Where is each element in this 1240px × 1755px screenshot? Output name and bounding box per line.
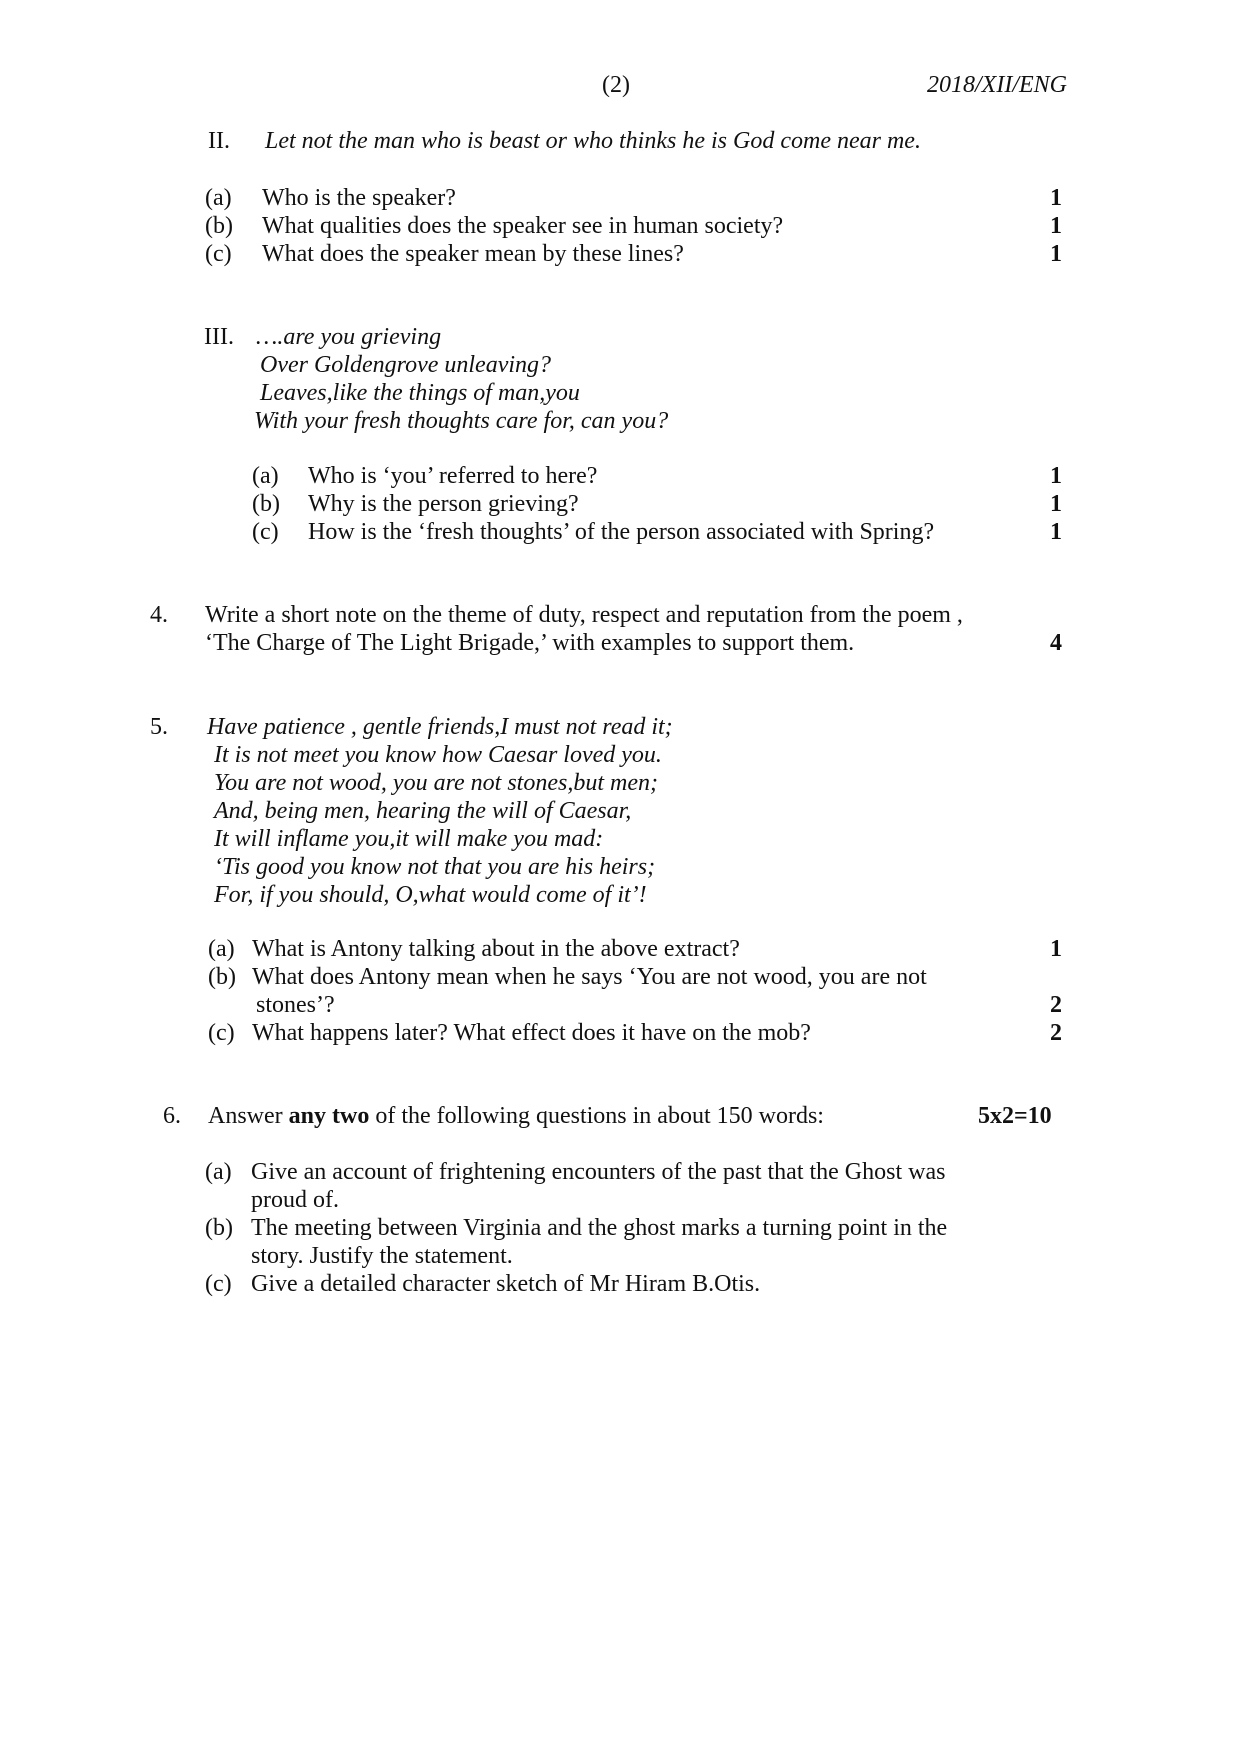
sub-label: (b) — [208, 964, 236, 990]
marks: 2 — [1050, 992, 1062, 1018]
sub-text: What happens later? What effect does it have on the mob? — [252, 1020, 811, 1046]
sub-text: How is the ‘fresh thoughts’ of the person associated with Spring? — [308, 519, 935, 545]
sub-text: Who is the speaker? — [262, 185, 456, 211]
page-number: (2) — [602, 72, 630, 98]
section-numeral: II. — [208, 128, 230, 154]
marks: 1 — [1050, 463, 1062, 489]
quote-text: Let not the man who is beast or who thinks he is God come near me. — [265, 128, 921, 154]
sub-label: (c) — [208, 1020, 235, 1046]
sub-label: (a) — [252, 463, 279, 489]
sub-label: (a) — [205, 185, 232, 211]
question-number: 6. — [163, 1103, 181, 1129]
sub-text: Why is the person grieving? — [308, 491, 579, 517]
sub-text-continued: stones’? — [256, 992, 335, 1018]
sub-label: (c) — [205, 1271, 232, 1297]
sub-label: (b) — [205, 1215, 233, 1241]
sub-label: (c) — [252, 519, 279, 545]
poem-line: With your fresh thoughts care for, can you? — [254, 408, 669, 434]
question-text: Write a short note on the theme of duty, respect and reputation from the poem , — [205, 602, 963, 628]
marks: 4 — [1050, 630, 1062, 656]
extract-line: Have patience , gentle friends,I must not read it; — [207, 714, 673, 740]
sub-text: What qualities does the speaker see in human society? — [262, 213, 784, 239]
poem-line: ….are you grieving — [256, 324, 442, 350]
marks: 1 — [1050, 185, 1062, 211]
sub-text: Give a detailed character sketch of Mr Hiram B.Otis. — [251, 1271, 761, 1297]
marks: 1 — [1050, 213, 1062, 239]
sub-text: What does Antony mean when he says ‘You are not wood, you are not — [252, 964, 927, 990]
sub-label: (b) — [252, 491, 280, 517]
sub-text: The meeting between Virginia and the ghost marks a turning point in the — [251, 1215, 948, 1241]
instruction-prefix: Answer — [208, 1103, 289, 1129]
question-number: 5. — [150, 714, 168, 740]
marks: 1 — [1050, 519, 1062, 545]
marks: 1 — [1050, 491, 1062, 517]
sub-label: (a) — [205, 1159, 232, 1185]
question-instruction — [208, 1101, 824, 1132]
poem-line: Over Goldengrove unleaving? — [260, 352, 552, 378]
total-marks: 5x2=10 — [978, 1103, 1052, 1129]
extract-line: It is not meet you know how Caesar loved you. — [214, 742, 662, 768]
poem-line: Leaves,like the things of man,you — [260, 380, 580, 406]
sub-label: (a) — [208, 936, 235, 962]
sub-label: (b) — [205, 213, 233, 239]
marks: 2 — [1050, 1020, 1062, 1046]
extract-line: You are not wood, you are not stones,but men; — [214, 770, 658, 796]
sub-text-continued: story. Justify the statement. — [251, 1243, 513, 1269]
marks: 1 — [1050, 241, 1062, 267]
instruction-emphasis: any two — [288, 1103, 370, 1129]
section-numeral: III. — [204, 324, 234, 350]
question-number: 4. — [150, 602, 168, 628]
extract-line: And, being men, hearing the will of Caesar, — [214, 798, 632, 824]
sub-label: (c) — [205, 241, 232, 267]
sub-text: Who is ‘you’ referred to here? — [308, 463, 598, 489]
sub-text: Give an account of frightening encounters of the past that the Ghost was — [251, 1159, 946, 1185]
sub-text-continued: proud of. — [251, 1187, 339, 1213]
extract-line: ‘Tis good you know not that you are his heirs; — [214, 854, 656, 880]
sub-text: What is Antony talking about in the above extract? — [252, 936, 740, 962]
extract-line: For, if you should, O,what would come of it’! — [214, 882, 647, 908]
question-text: ‘The Charge of The Light Brigade,’ with examples to support them. — [205, 630, 855, 656]
extract-line: It will inflame you,it will make you mad: — [214, 826, 604, 852]
marks: 1 — [1050, 936, 1062, 962]
sub-text: What does the speaker mean by these lines? — [262, 241, 684, 267]
paper-code: 2018/XII/ENG — [927, 72, 1067, 98]
instruction-suffix: of the following questions in about 150 words: — [369, 1103, 824, 1129]
